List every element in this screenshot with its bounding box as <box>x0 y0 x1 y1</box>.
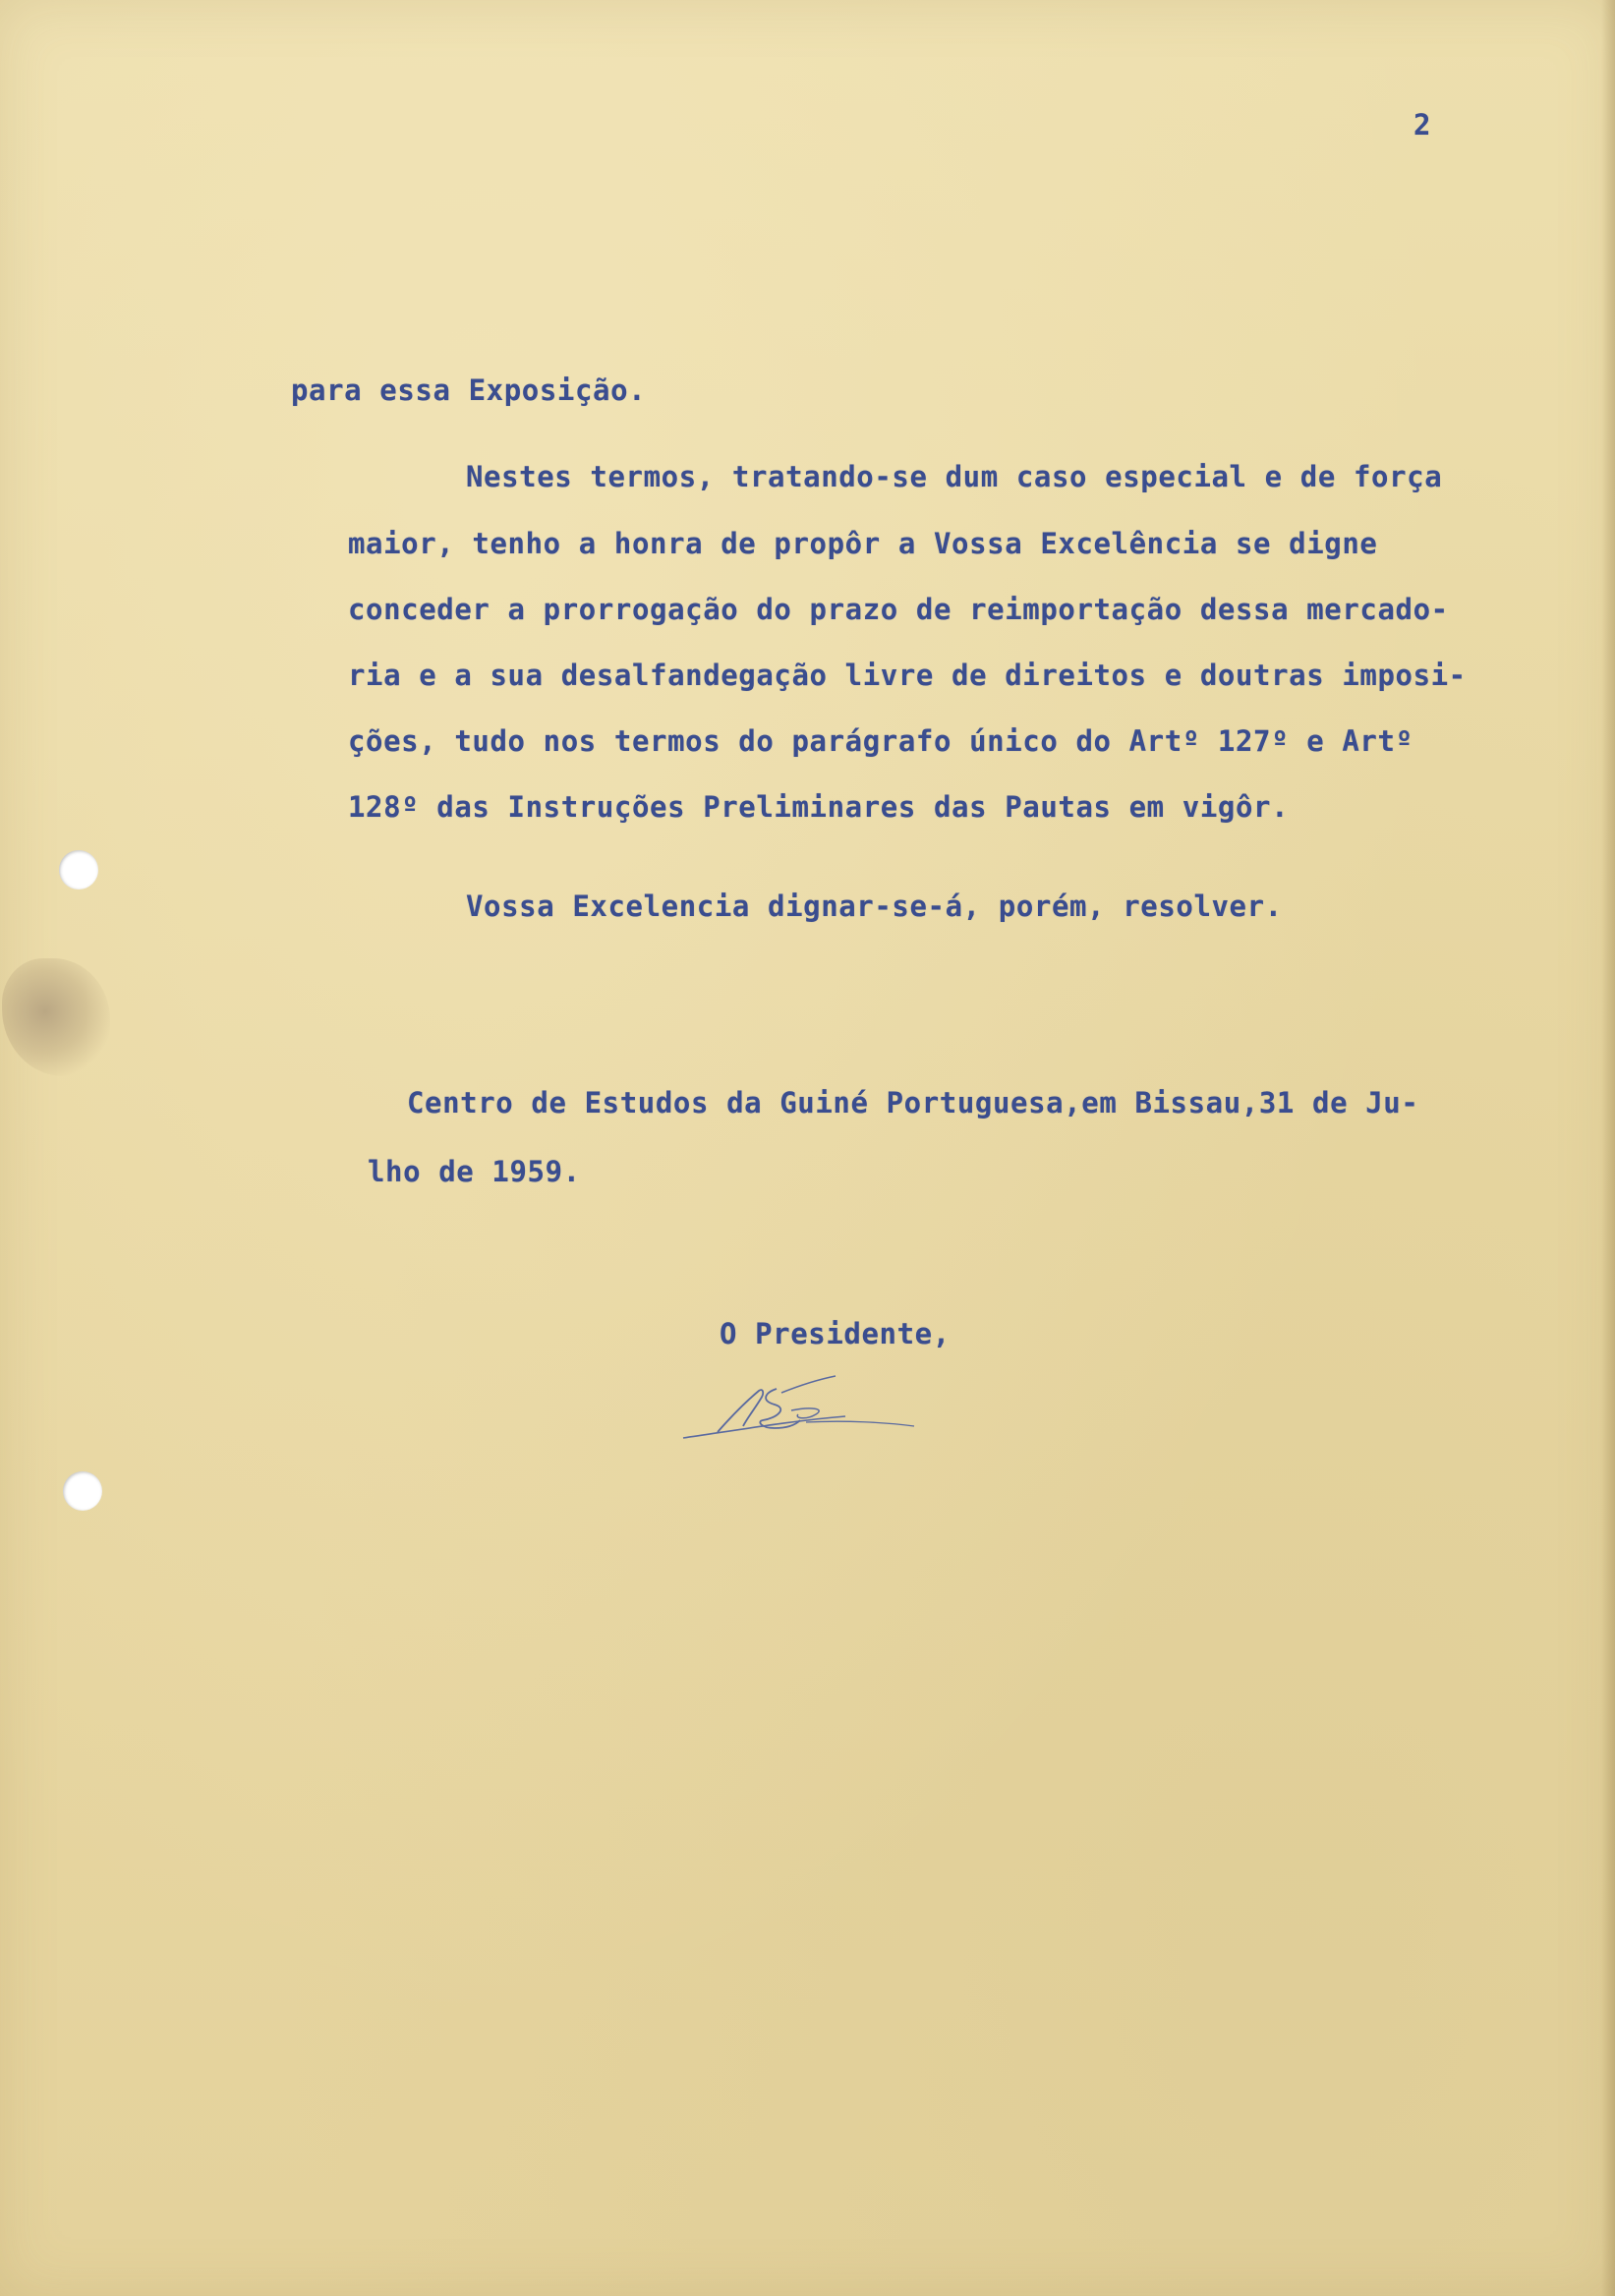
text-line-2: Nestes termos, tratando-se dum caso especial e de força <box>466 460 1443 493</box>
text-line-6: ções, tudo nos termos do parágrafo único do Artº 127º e Artº <box>348 724 1413 758</box>
place-date-line-2: lho de 1959. <box>368 1155 581 1188</box>
text-line-3: maior, tenho a honra de propôr a Vossa Excelência se digne <box>348 527 1378 560</box>
page-number: 2 <box>1413 108 1432 142</box>
text-line-7: 128º das Instruções Preliminares das Pautas em vigôr. <box>348 790 1290 824</box>
text-line-1: para essa Exposição. <box>291 373 647 407</box>
signatory-title: O Presidente, <box>720 1317 951 1350</box>
place-date-line-1: Centro de Estudos da Guiné Portuguesa,em Bissau,31 de Ju- <box>407 1086 1419 1119</box>
punch-hole-bottom <box>63 1471 102 1511</box>
handwritten-signature <box>678 1371 924 1450</box>
punch-hole-top <box>59 850 98 890</box>
text-line-4: conceder a prorrogação do prazo de reimportação dessa mercado- <box>348 593 1449 626</box>
text-line-5: ria e a sua desalfandegação livre de direitos e doutras imposi- <box>348 659 1467 692</box>
page-edge-shadow <box>1601 0 1615 2296</box>
closing-line: Vossa Excelencia dignar-se-á, porém, resolver. <box>466 890 1283 923</box>
paper-stain <box>2 958 110 1076</box>
